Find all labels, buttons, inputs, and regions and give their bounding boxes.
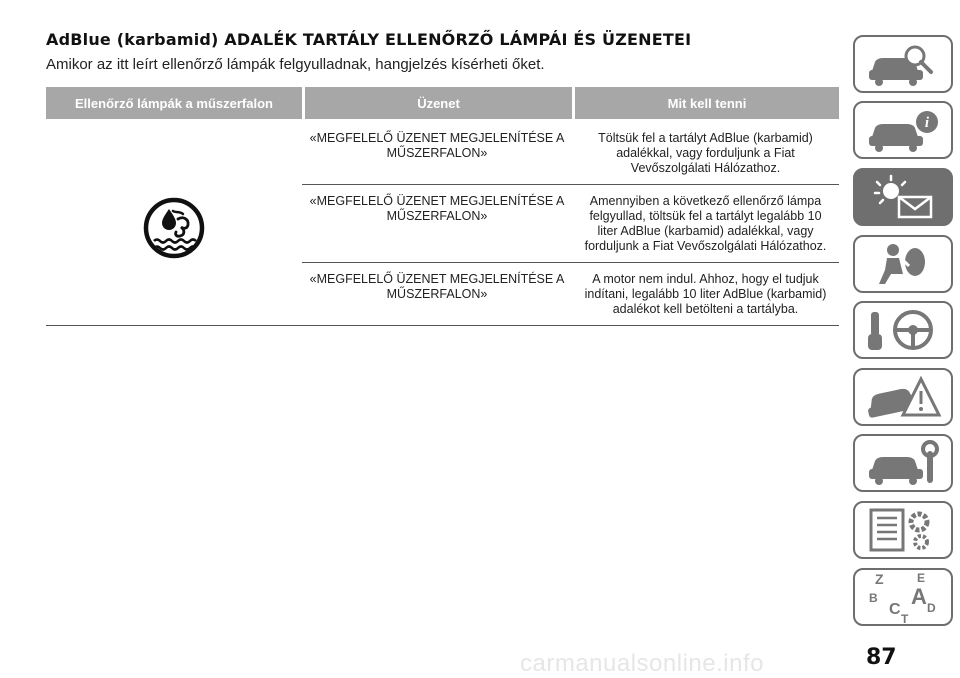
warning-lights-table bbox=[46, 87, 839, 326]
message-cell: «MEGFELELŐ ÜZENET MEGJELENÍTÉSE A MŰSZERFALON» bbox=[302, 185, 572, 263]
tab-safety[interactable] bbox=[853, 235, 953, 293]
tab-warning-lights-messages[interactable] bbox=[853, 168, 953, 226]
table-header-row bbox=[46, 87, 839, 119]
index-letter-t: T bbox=[901, 612, 909, 624]
car-wrench-icon bbox=[863, 439, 943, 487]
adblue-warning-icon bbox=[143, 197, 205, 259]
index-letter-z: Z bbox=[875, 571, 884, 587]
car-search-icon bbox=[863, 40, 943, 88]
tab-car-info[interactable] bbox=[853, 101, 953, 159]
message-cell: «MEGFELELŐ ÜZENET MEGJELENÍTÉSE A MŰSZERFALON» bbox=[302, 263, 572, 326]
watermark: carmanualsonline.info bbox=[520, 650, 764, 677]
action-cell: Amennyiben a következő ellenőrző lámpa felgyullad, töltsük fel a tartályt legalább 10 liter AdBlue (karbamid) adalékkal, vagy forduljunk a Fiat Vevőszolgálati Hálózathoz. bbox=[572, 185, 839, 263]
page-title: AdBlue (karbamid) ADALÉK TARTÁLY ELLENŐRZŐ LÁMPÁI ÉS ÜZENETEI bbox=[46, 30, 692, 49]
tab-maintenance[interactable] bbox=[853, 434, 953, 492]
column-header-what-to-do: Mit kell tenni bbox=[572, 87, 839, 119]
action-cell: A motor nem indul. Ahhoz, hogy el tudjuk indítani, legalább 10 liter AdBlue (karbamid) adalékot kell betölteni a tartályba. bbox=[572, 263, 839, 326]
tab-technical-data[interactable] bbox=[853, 501, 953, 559]
svg-text:i: i bbox=[924, 115, 930, 131]
column-header-warning-lights: Ellenőrző lámpák a műszerfalon bbox=[46, 87, 302, 119]
column-header-message: Üzenet bbox=[302, 87, 572, 119]
airbag-person-icon bbox=[863, 240, 943, 288]
table-row bbox=[46, 119, 839, 185]
car-info-icon bbox=[863, 106, 943, 154]
warning-light-message-icon bbox=[863, 173, 943, 221]
tab-index[interactable] bbox=[853, 568, 953, 626]
index-letter-a: A bbox=[911, 584, 927, 609]
key-steering-wheel-icon bbox=[863, 306, 943, 354]
tab-car-search[interactable] bbox=[853, 35, 953, 93]
tab-starting-driving[interactable] bbox=[853, 301, 953, 359]
page-subtitle: Amikor az itt leírt ellenőrző lámpák felgyulladnak, hangjelzés kísérheti őket. bbox=[46, 56, 545, 73]
action-cell: Töltsük fel a tartályt AdBlue (karbamid) adalékkal, vagy forduljunk a Fiat Vevőszolgálati Hálózathoz. bbox=[572, 119, 839, 185]
index-letter-e: E bbox=[917, 571, 926, 585]
index-letter-c: C bbox=[889, 601, 901, 618]
index-letter-d: D bbox=[927, 601, 936, 615]
message-cell: «MEGFELELŐ ÜZENET MEGJELENÍTÉSE A MŰSZERFALON» bbox=[302, 119, 572, 185]
car-breakdown-warning-icon bbox=[863, 373, 943, 421]
specs-list-gear-icon bbox=[863, 506, 943, 554]
tab-emergency[interactable] bbox=[853, 368, 953, 426]
page-number: 87 bbox=[866, 645, 897, 670]
warning-light-cell bbox=[46, 119, 302, 326]
alphabet-index-icon bbox=[863, 570, 943, 624]
index-letter-b: B bbox=[869, 591, 878, 605]
